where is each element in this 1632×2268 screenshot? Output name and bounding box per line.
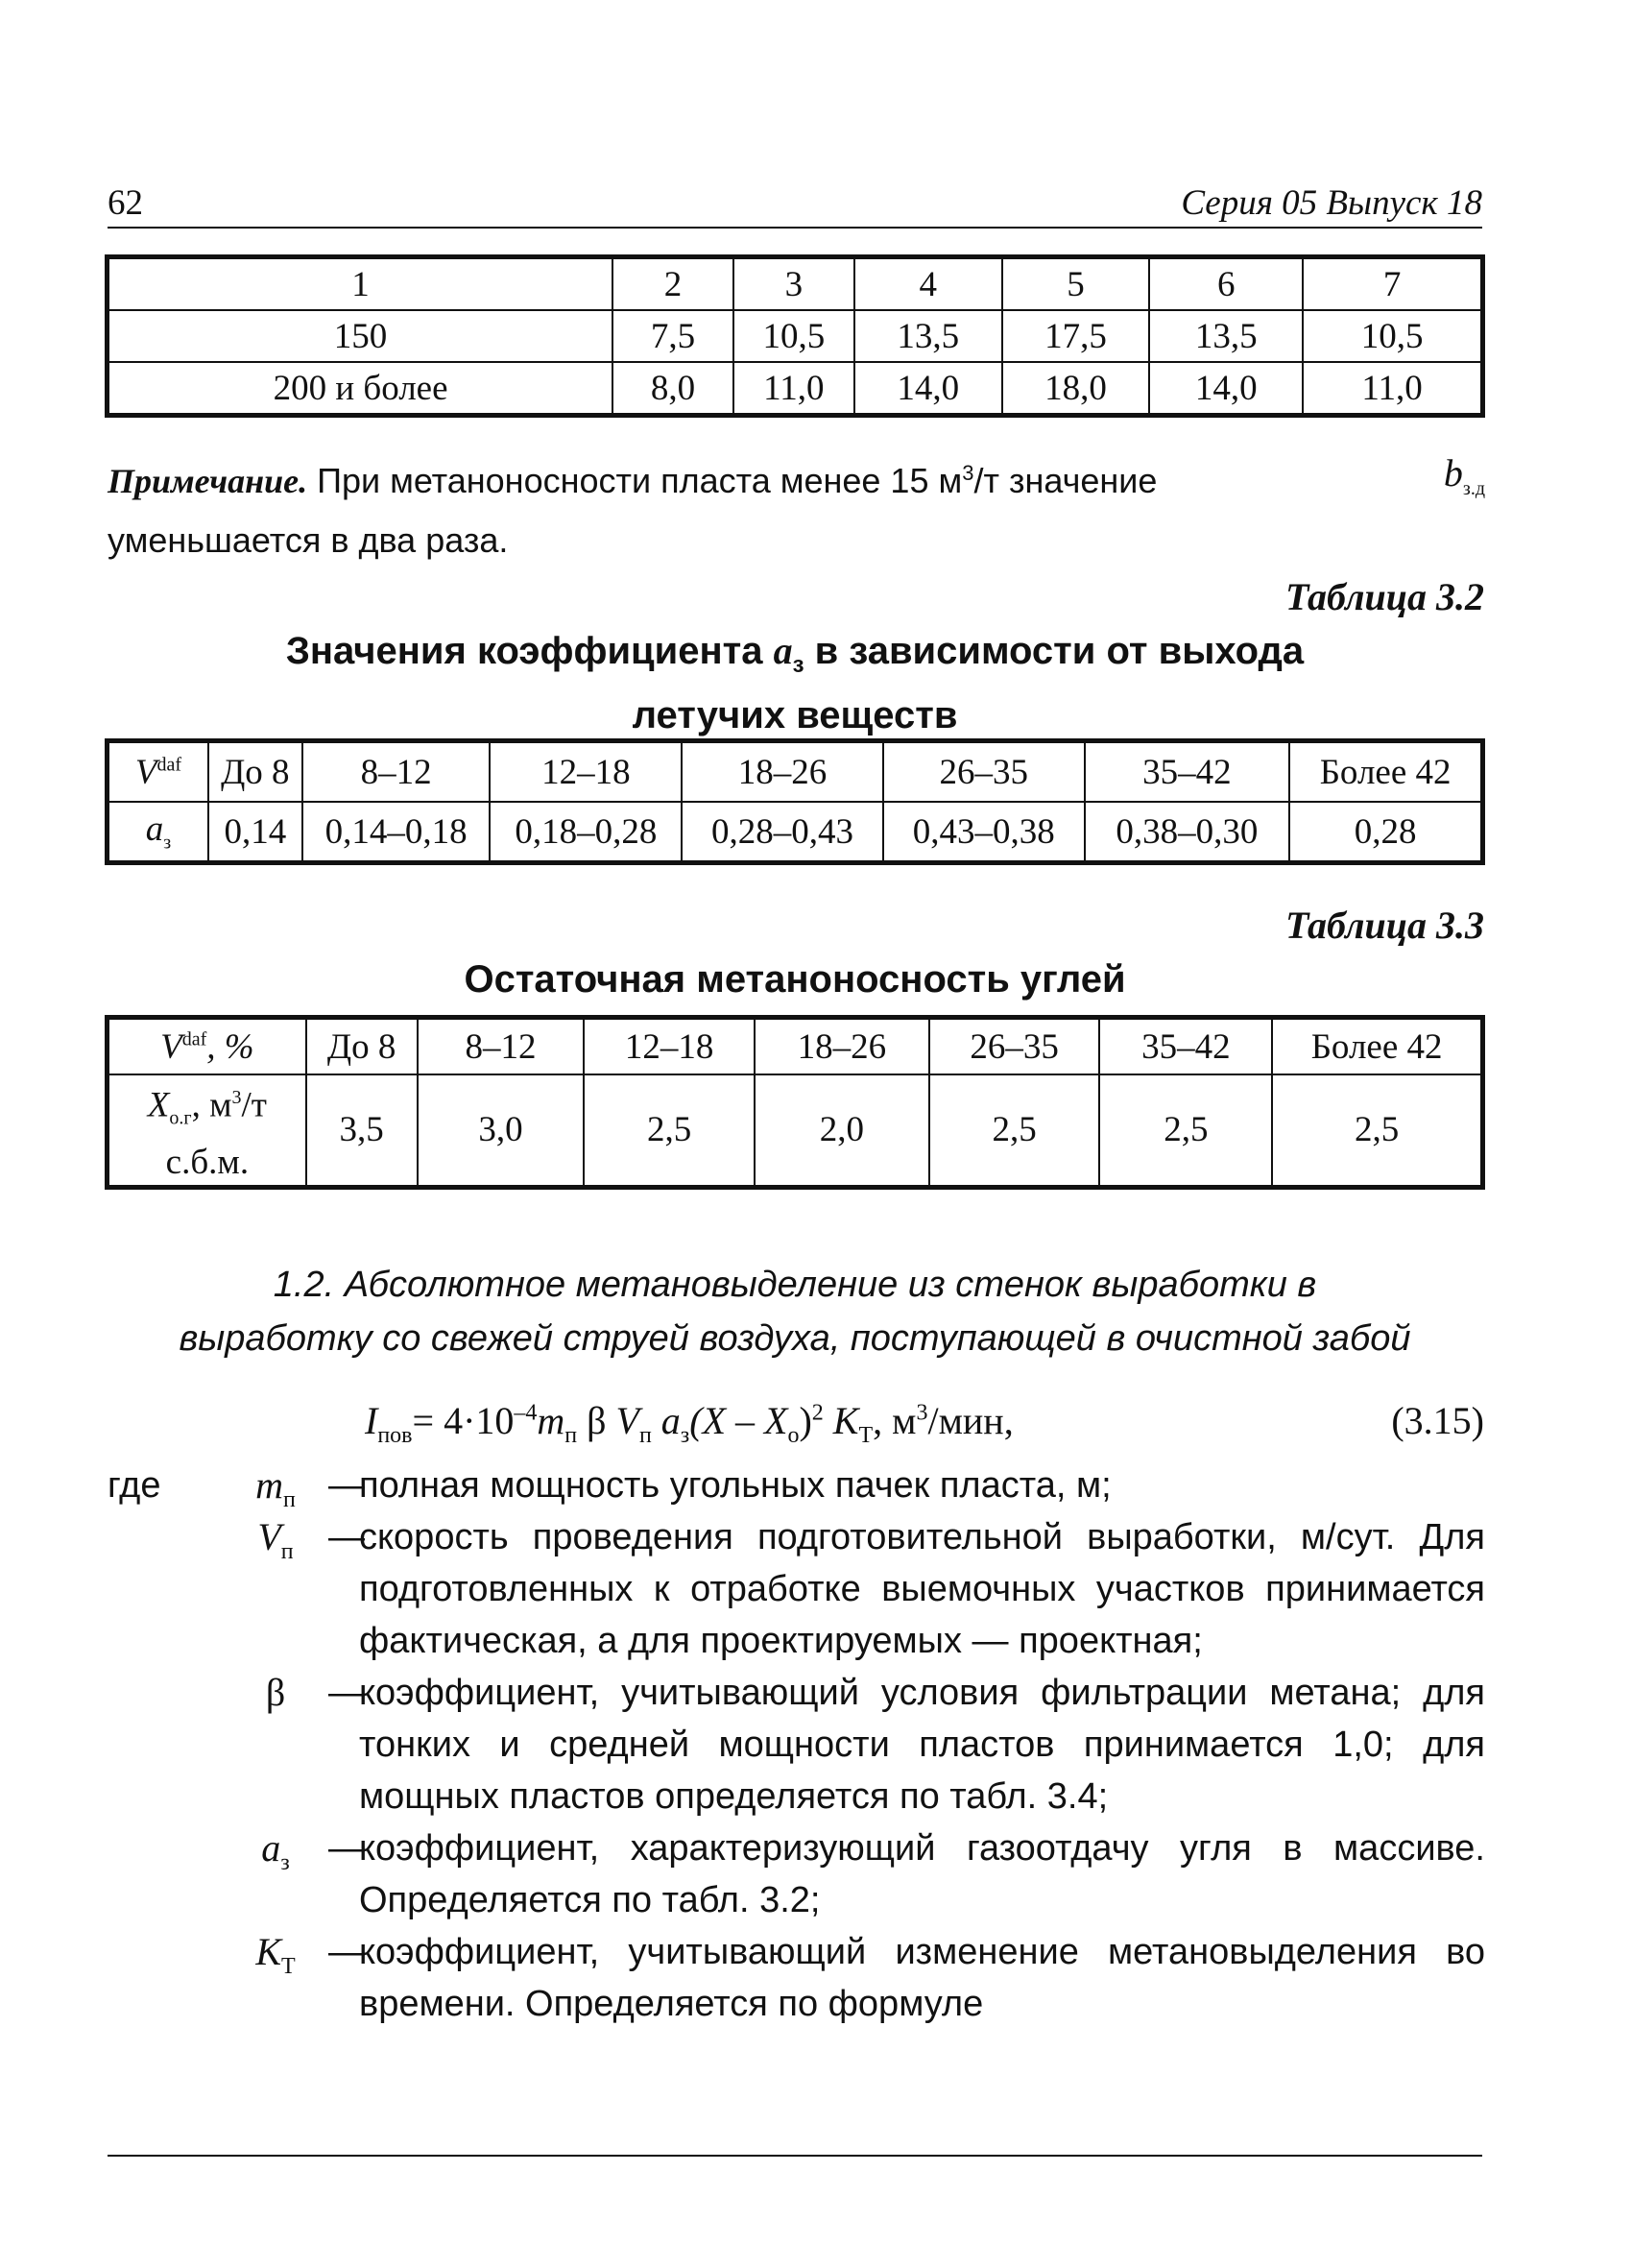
table-cell: 200 и более — [108, 362, 612, 414]
definitions-list — [108, 1460, 1485, 2030]
note-text-line2: уменьшается в два раза. — [108, 520, 509, 560]
table-cell: 35–42 — [1085, 742, 1290, 802]
definition-text: скорость проведения подготовительной выработки, м/сут. Для подготовленных к отработке выемочных участков принимается фактическая, а для проектируемых — проектная; — [359, 1517, 1485, 1661]
table-number: Таблица 3.2 — [1285, 575, 1484, 618]
definition-text: коэффициент, учитывающий изменение метановыделения во времени. Определяется по формуле — [359, 1932, 1485, 2024]
table-cell: 3,0 — [418, 1074, 585, 1186]
row-label: $X_{о.г}$, $м^3/т$ с.б.м. — [108, 1074, 306, 1186]
table-cell: 14,0 — [1149, 362, 1303, 414]
table-row — [108, 742, 1481, 802]
table-cell: 5 — [1002, 258, 1150, 310]
definition-item: β —коэффициент, учитывающий условия фильтрации метана; для тонких и средней мощности пластов принимается 1,0; для мощных пластов определяется по табл. 3.4; — [265, 1671, 1485, 1817]
table-cell: 2,5 — [584, 1074, 755, 1186]
note-symbol: b — [1443, 451, 1463, 495]
table-row — [108, 310, 1481, 362]
table-header-row — [108, 258, 1481, 310]
table-cell: 11,0 — [733, 362, 854, 414]
series-title: Серия 05 Выпуск 18 — [1181, 183, 1482, 223]
definition-item: где $m_п$ —полная мощность угольных пачек пласта, м; — [108, 1460, 1485, 1511]
table-cell: 12–18 — [490, 742, 682, 802]
footer-rule — [108, 2155, 1482, 2157]
table-row — [108, 362, 1481, 414]
table-cell: 2,5 — [1272, 1074, 1481, 1186]
table-cell: 3 — [733, 258, 854, 310]
definition-text: полная мощность угольных пачек пласта, м; — [359, 1465, 1112, 1506]
table-cell: 8–12 — [418, 1019, 585, 1074]
table-cell: 0,18–0,28 — [490, 802, 682, 861]
table-row — [108, 1074, 1481, 1186]
table-cell: 18–26 — [755, 1019, 929, 1074]
table-cell: 18–26 — [682, 742, 883, 802]
table-cell: 10,5 — [1303, 310, 1481, 362]
row-label: $V^{daf}$ — [108, 742, 208, 802]
table-cell: 26–35 — [883, 742, 1085, 802]
table-cell: 14,0 — [854, 362, 1002, 414]
row-label: $a_з$ — [108, 802, 208, 861]
table-title: Значения коэффициента $a_з$ в зависимости от выхода летучих веществ — [285, 629, 1305, 736]
table-cell: 8,0 — [612, 362, 733, 414]
table-cell: Более 42 — [1289, 742, 1481, 802]
table-cell: 11,0 — [1303, 362, 1481, 414]
table-cell: 10,5 — [733, 310, 854, 362]
table-row — [108, 1019, 1481, 1074]
definition-item: $K_T$ —коэффициент, учитывающий изменение метановыделения во времени. Определяется по формуле — [255, 1930, 1485, 2024]
formula-3-15: $I_{пов}= 4\cdot 10^{-4}m_п$ β $V_п$ $a_з(X - X_о)^2$ $K_T$, $м^3$/мин, — [365, 1399, 1014, 1448]
table-cell: 1 — [108, 258, 612, 310]
table-cell: 18,0 — [1002, 362, 1150, 414]
table-number: Таблица 3.3 — [1285, 904, 1484, 947]
definition-item: $V_п$ —скорость проведения подготовительной выработки, м/сут. Для подготовленных к отработке выемочных участков принимается фактическая, а для проектируемых — проектная; — [257, 1515, 1485, 1661]
definition-text: коэффициент, характеризующий газоотдачу угля в массиве. Определяется по табл. 3.2; — [359, 1828, 1485, 1920]
table-cell: 35–42 — [1099, 1019, 1272, 1074]
table-cell: 2 — [612, 258, 733, 310]
table-title: Остаточная метаноносность углей — [464, 958, 1126, 1001]
page-number: 62 — [108, 183, 143, 223]
note-label: Примечание. — [108, 462, 308, 500]
table-cell: 6 — [1149, 258, 1303, 310]
table-cell: Более 42 — [1272, 1019, 1481, 1074]
note-text: При метаноносности пласта менее 15 м — [317, 461, 963, 500]
table-cell: До 8 — [306, 1019, 418, 1074]
table-cell: 2,0 — [755, 1074, 929, 1186]
table-row — [108, 802, 1481, 861]
table-cell: 7 — [1303, 258, 1481, 310]
table-cell: 13,5 — [854, 310, 1002, 362]
row-label: $V^{daf}$, % — [108, 1019, 306, 1074]
definition-item: $a_з$ —коэффициент, характеризующий газоотдачу угля в массиве. Определяется по табл. 3.2; — [261, 1826, 1485, 1920]
table-cell: 150 — [108, 310, 612, 362]
table-cell: 0,43–0,38 — [883, 802, 1085, 861]
equation-number: (3.15) — [1391, 1399, 1484, 1442]
table-cell: 2,5 — [929, 1074, 1100, 1186]
table-cell: 3,5 — [306, 1074, 418, 1186]
table-cell: 17,5 — [1002, 310, 1150, 362]
section-heading: 1.2. Абсолютное метановыделение из стенок выработки в выработку со свежей струей воздуха, поступающей в очистной забой — [179, 1265, 1411, 1359]
table-cell: 4 — [854, 258, 1002, 310]
table-cell: 0,28 — [1289, 802, 1481, 861]
table-note: Примечание. При метаноносности пласта менее 15 $м^3/т$ значение $b_{з.д}$ уменьшается в два раза. — [108, 447, 1485, 567]
table-cell: 0,14 — [208, 802, 302, 861]
table-continued — [108, 257, 1482, 415]
page-header — [108, 181, 1482, 229]
definition-text: коэффициент, учитывающий условия фильтрации метана; для тонких и средней мощности пластов принимается 1,0; для мощных пластов определяется по табл. 3.4; — [359, 1673, 1485, 1817]
table-cell: 13,5 — [1149, 310, 1303, 362]
table-cell: 0,14–0,18 — [302, 802, 491, 861]
table-cell: 12–18 — [584, 1019, 755, 1074]
table-cell: 7,5 — [612, 310, 733, 362]
table-cell: 0,38–0,30 — [1085, 802, 1290, 861]
table-cell: 2,5 — [1099, 1074, 1272, 1186]
table-cell: 0,28–0,43 — [682, 802, 883, 861]
table-cell: 26–35 — [929, 1019, 1100, 1074]
table-residual-gas — [108, 1018, 1482, 1187]
table-cell: 8–12 — [302, 742, 491, 802]
where-word: где — [108, 1465, 161, 1506]
table-cell: До 8 — [208, 742, 302, 802]
table-a3-coefficients — [108, 741, 1482, 862]
